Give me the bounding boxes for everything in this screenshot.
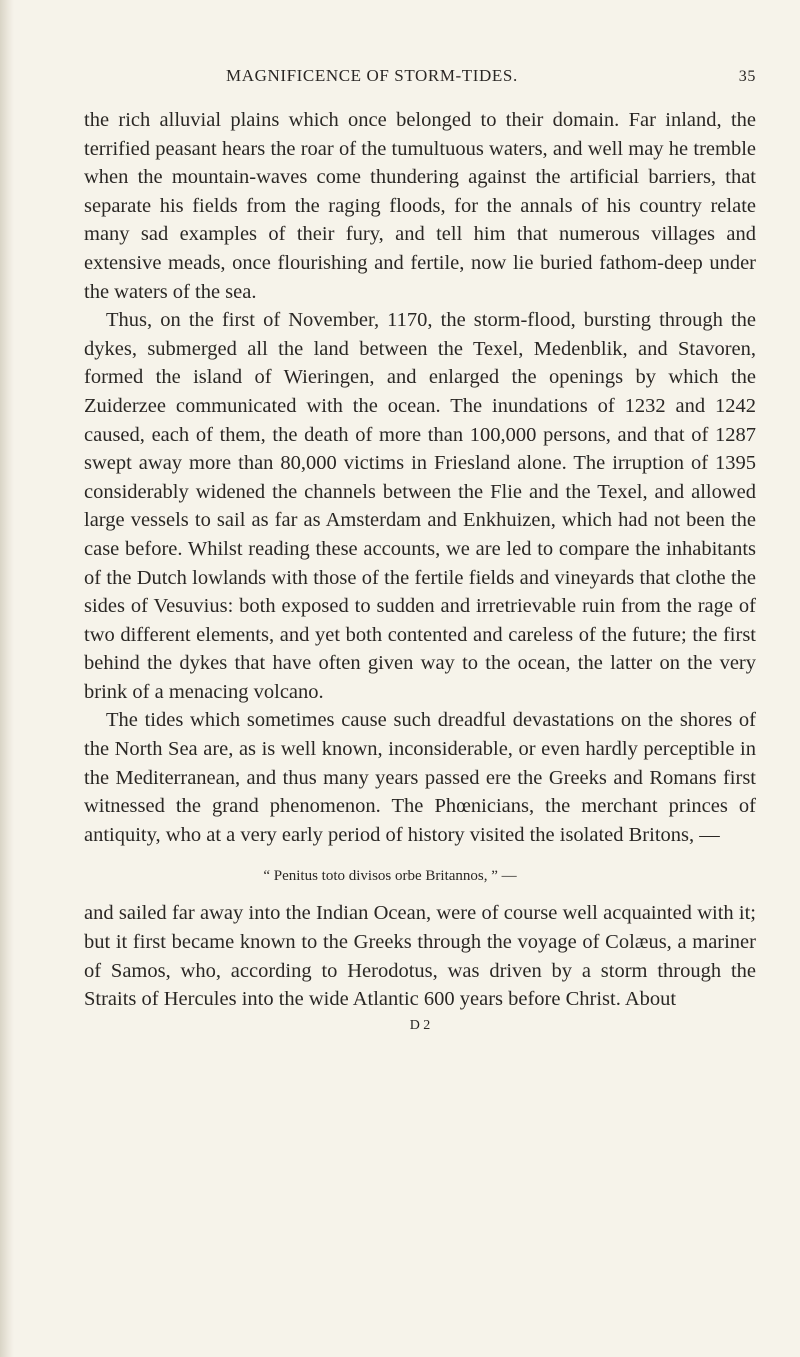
page-body <box>84 106 756 1034</box>
signature-mark: D 2 <box>409 1017 431 1033</box>
binding-gutter <box>0 0 14 1357</box>
paragraph-2: Thus, on the first of November, 1170, the storm-flood, bursting through the dykes, submerged all the land between the Texel, Medenblik, and Stavoren, formed the island of Wieringen, and enlarged the openings by which the Zuiderzee communicated with the ocean. The inundations of 1232 and 1242 caused, each of them, the death of more than 100,000 persons, and that of 1287 swept away more than 80,000 victims in Friesland alone. The irruption of 1395 considerably widened the channels between the Flie and the Texel, and allowed large vessels to sail as far as Amsterdam and Enkhuizen, which had not been the case before. Whilst reading these accounts, we are led to compare the inhabitants of the Dutch lowlands with those of the fertile fields and vineyards that clothe the sides of Vesuvius: both exposed to sudden and irretrievable ruin from the rage of two different elements, and yet both contented and careless of the future; the first behind the dykes that have often given way to the ocean, the latter on the very brink of a menacing volcano. <box>84 309 756 703</box>
running-title: MAGNIFICENCE OF STORM-TIDES. <box>226 66 518 85</box>
paragraph-3: The tides which sometimes cause such dreadful devastations on the shores of the North Sea are, as is well known, inconsiderable, or even hardly perceptible in the Mediterranean, and thus many years passed ere the Greeks and Romans first witnessed the grand phenomenon. The Phœnicians, the merchant princes of antiquity, who at a very early period of history visited the isolated Britons, — <box>84 709 756 846</box>
running-header <box>84 62 756 92</box>
paragraph-continuation: and sailed far away into the Indian Ocean, were of course well acquainted with it; but it first became known to the Greeks through the voyage of Colæus, a mariner of Samos, who, according to Herodotus, was driven by a storm through the Straits of Hercules into the wide Atlantic 600 years before Christ. About <box>84 902 756 1011</box>
latin-quotation: “ Penitus toto divisos orbe Britannos, ” — <box>263 868 517 885</box>
paragraph-1: the rich alluvial plains which once belonged to their domain. Far inland, the terrified peasant hears the roar of the tumultuous waters, and well may he tremble when the mountain-waves come thundering against the artificial barriers, that separate his fields from the raging floods, for the annals of his country relate many sad examples of their fury, and tell him that numerous villages and extensive meads, once flourishing and fertile, now lie buried fathom-deep under the waters of the sea. <box>84 109 756 303</box>
book-page <box>84 62 756 1034</box>
page-number: 35 <box>738 68 756 85</box>
